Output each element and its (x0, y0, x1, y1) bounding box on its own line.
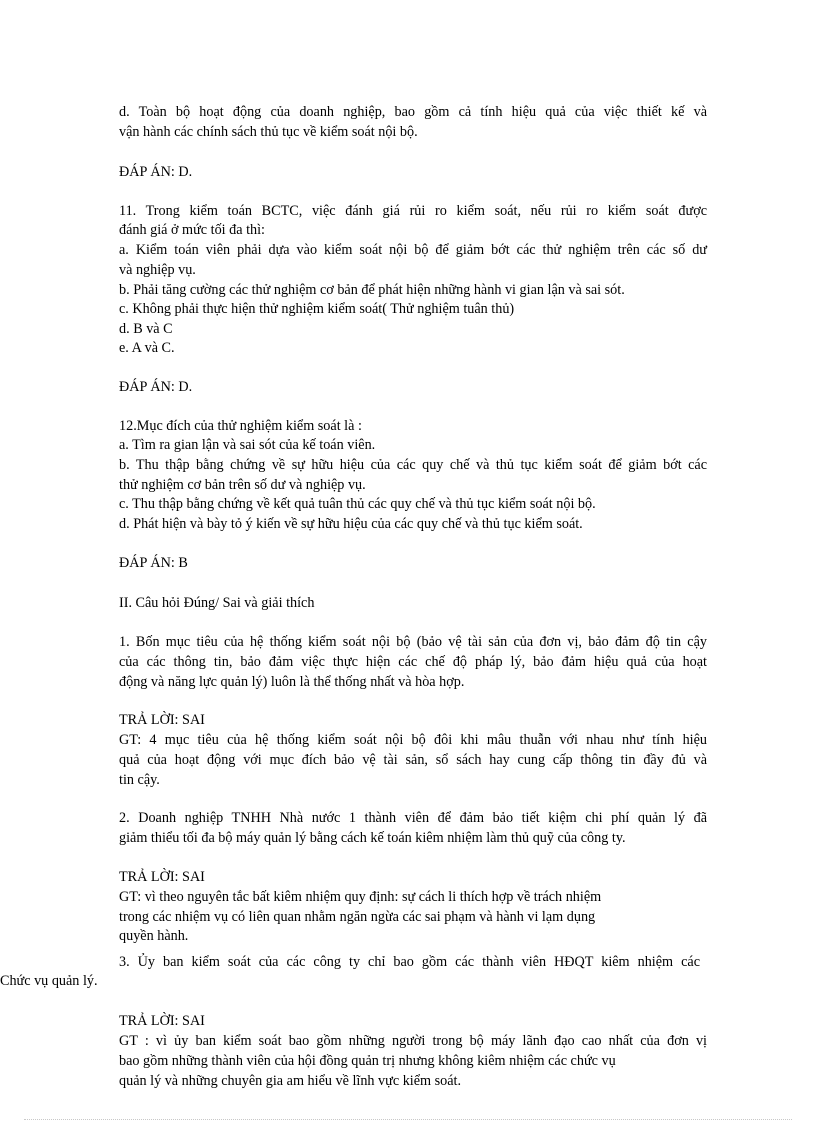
text-line: và nghiệp vụ. (119, 262, 196, 278)
question-11: 11. Trong kiểm toán BCTC, việc đánh giá rủi ro kiểm soát, nếu rủi ro kiểm soát được (119, 203, 707, 219)
reply-line: TRẢ LỜI: SAI (119, 712, 205, 728)
text-line: Chức vụ quản lý. (0, 973, 98, 989)
answer-line: ĐÁP ÁN: B (119, 555, 188, 571)
option-b: b. Phải tăng cường các thử nghiệm cơ bản để phát hiện những hành vi gian lận và sai sót. (119, 282, 625, 298)
option-c: c. Thu thập bằng chứng về kết quả tuân thủ các quy chế và thủ tục kiểm soát nội bộ. (119, 496, 596, 512)
text-line: động và năng lực quản lý) luôn là thể thống nhất và hòa hợp. (119, 674, 465, 690)
statement-1: 1. Bốn mục tiêu của hệ thống kiểm soát nội bộ (bảo vệ tài sản của đơn vị, bảo đảm độ tin cậy (119, 634, 707, 650)
text-line: d. Toàn bộ hoạt động của doanh nghiệp, bao gồm cả tính hiệu quả của việc thiết kế và (119, 104, 707, 120)
reply-line: TRẢ LỜI: SAI (119, 869, 205, 885)
text-line: thử nghiệm cơ bản trên số dư và nghiệp vụ. (119, 477, 366, 493)
option-c: c. Không phải thực hiện thử nghiệm kiểm soát( Thử nghiệm tuân thủ) (119, 301, 515, 317)
option-d: d. Phát hiện và bày tỏ ý kiến về sự hữu hiệu của các quy chế và thủ tục kiểm soát. (119, 516, 583, 532)
text-line: đánh giá ở mức tối đa thì: (119, 222, 266, 238)
reply-line: TRẢ LỜI: SAI (119, 1013, 205, 1029)
text-line: quyền hành. (119, 928, 189, 944)
option-a: a. Kiểm toán viên phải dựa vào kiểm soát nội bộ để giảm bớt các thử nghiệm trên các số dư (119, 242, 707, 258)
text-line: quả của hoạt động với mục đích bảo vệ tài sản, sổ sách hay cung cấp thông tin đầy đủ và (119, 752, 707, 768)
text-line: giảm thiểu tối đa bộ máy quản lý bằng cách kế toán kiêm nhiệm làm thủ quỹ của công ty. (119, 830, 626, 846)
text-line: của các thông tin, bảo đảm việc thực hiện các chế độ pháp lý, bảo đảm hiệu quả của hoạt (119, 654, 707, 670)
question-12: 12.Mục đích của thử nghiệm kiểm soát là : (119, 418, 362, 434)
section-heading: II. Câu hỏi Đúng/ Sai và giải thích (119, 595, 315, 611)
option-a: a. Tìm ra gian lận và sai sót của kế toán viên. (119, 437, 376, 453)
text-line: tin cậy. (119, 772, 160, 788)
text-line: trong các nhiệm vụ có liên quan nhằm ngăn ngừa các sai phạm và hành vi lạm dụng (119, 909, 596, 925)
text-line: quản lý và những chuyên gia am hiểu về lĩnh vực kiểm soát. (119, 1073, 462, 1089)
option-e: e. A và C. (119, 340, 175, 356)
statement-3: 3. Ủy ban kiểm soát của các công ty chỉ bao gồm các thành viên HĐQT kiêm nhiệm các (119, 954, 700, 970)
page-bottom-border (24, 1119, 792, 1120)
option-d: d. B và C (119, 321, 173, 337)
text-line: bao gồm những thành viên của hội đồng quản trị nhưng không kiêm nhiệm các chức vụ (119, 1053, 616, 1069)
explanation-line: GT: 4 mục tiêu của hệ thống kiểm soát nội bộ đôi khi mâu thuẫn với nhau như tính hiệu (119, 732, 707, 748)
answer-line: ĐÁP ÁN: D. (119, 164, 193, 180)
explanation-line: GT: vì theo nguyên tắc bất kiêm nhiệm quy định: sự cách li thích hợp về trách nhiệm (119, 889, 602, 905)
explanation-line: GT : vì ủy ban kiểm soát bao gồm những người trong bộ máy lãnh đạo cao nhất của đơn vị (119, 1033, 707, 1049)
statement-2: 2. Doanh nghiệp TNHH Nhà nước 1 thành viên để đảm bảo tiết kiệm chi phí quản lý đã (119, 810, 707, 826)
answer-line: ĐÁP ÁN: D. (119, 379, 193, 395)
option-b: b. Thu thập bằng chứng về sự hữu hiệu của các quy chế và thủ tục kiểm soát để giảm bớt các (119, 457, 707, 473)
text-line: vận hành các chính sách thủ tục về kiểm soát nội bộ. (119, 124, 418, 140)
